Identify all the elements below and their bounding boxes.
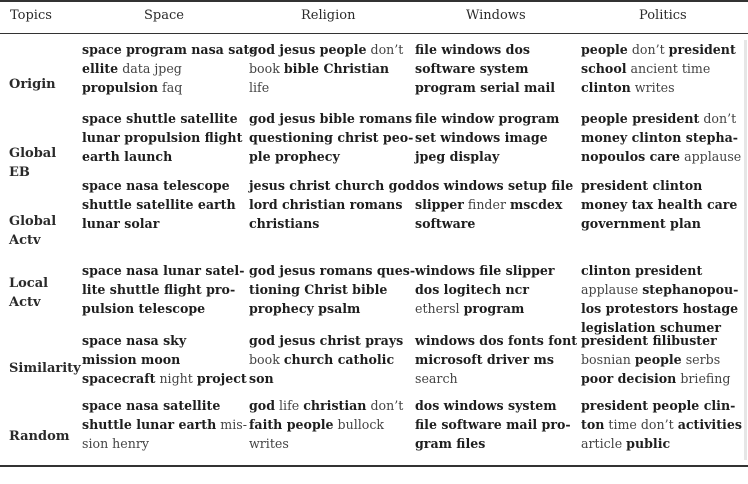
plain-word: ancient time	[626, 61, 711, 76]
column-header-windows: Windows	[466, 8, 526, 23]
plain-word: don’t	[627, 42, 669, 57]
salient-word: people president	[581, 111, 700, 126]
row-label: Global	[9, 146, 57, 161]
salient-word: nopoulos care	[581, 149, 681, 164]
topic-cell	[82, 261, 244, 318]
cell-line	[249, 78, 403, 97]
salient-word: file software mail pro-	[415, 417, 571, 432]
cell-line	[82, 369, 247, 388]
salient-word: space shuttle satellite	[82, 111, 238, 126]
cell-line	[249, 331, 403, 350]
plain-word: bullock	[333, 417, 385, 432]
topic-cell	[249, 261, 415, 318]
plain-word: don’t	[366, 398, 404, 413]
cell-line	[249, 350, 403, 369]
cell-line	[415, 299, 555, 318]
salient-word: school	[581, 61, 627, 76]
cell-line	[415, 128, 559, 147]
row-label: Local	[9, 276, 49, 291]
cell-line	[581, 109, 741, 128]
topic-cell	[415, 40, 555, 97]
salient-word: god jesus people	[249, 42, 367, 57]
cell-line	[249, 195, 415, 214]
topic-cell	[249, 109, 413, 166]
column-header-politics: Politics	[639, 8, 687, 23]
cell-line	[415, 195, 573, 214]
cell-line	[415, 415, 571, 434]
salient-word: president people clin-	[581, 398, 736, 413]
top-rule	[0, 0, 748, 2]
cell-line	[249, 415, 403, 434]
column-header-space: Space	[144, 8, 184, 23]
topic-cell	[581, 109, 741, 166]
cell-line	[415, 147, 559, 166]
topic-cell	[82, 40, 255, 97]
salient-word: project	[196, 371, 247, 386]
salient-word: pulsion telescope	[82, 301, 206, 316]
salient-word: set windows image	[415, 130, 548, 145]
salient-word: lord christian romans	[249, 197, 403, 212]
cell-line	[249, 176, 415, 195]
cell-line	[82, 434, 247, 453]
salient-word: people	[634, 352, 682, 367]
salient-word: ple prophecy	[249, 149, 340, 164]
cell-line	[415, 40, 555, 59]
salient-word: lite shuttle flight pro-	[82, 282, 236, 297]
salient-word: clinton president	[581, 263, 703, 278]
salient-word: file window program	[415, 111, 560, 126]
salient-word: dos windows system	[415, 398, 557, 413]
plain-word: don’t	[699, 111, 737, 126]
row-label: Actv	[9, 233, 41, 248]
salient-word: president	[668, 42, 736, 57]
cell-line	[581, 59, 736, 78]
salient-word: shuttle lunar earth	[82, 417, 217, 432]
plain-word: book	[249, 61, 284, 76]
cell-line	[249, 109, 413, 128]
salient-word: tioning Christ bible	[249, 282, 388, 297]
salient-word: god jesus romans ques-	[249, 263, 416, 278]
salient-word: propulsion	[82, 80, 159, 95]
cell-line	[415, 109, 559, 128]
salient-word: software	[415, 216, 476, 231]
cell-line	[415, 350, 577, 369]
cell-line	[249, 128, 413, 147]
topic-cell	[249, 40, 403, 97]
salient-word: lunar propulsion flight	[82, 130, 243, 145]
cell-line	[249, 396, 403, 415]
plain-word: briefing	[676, 371, 731, 386]
cell-line	[82, 147, 242, 166]
row-label: Similarity	[9, 361, 81, 376]
cell-line	[249, 214, 415, 233]
cell-line	[82, 261, 244, 280]
salient-word: god	[249, 398, 276, 413]
plain-word: time don’t	[604, 417, 678, 432]
salient-word: ellite	[82, 61, 119, 76]
cell-line	[581, 299, 738, 318]
salient-word: money tax health care	[581, 197, 738, 212]
plain-word: ethersl	[415, 301, 464, 316]
cell-line	[82, 396, 247, 415]
cell-line	[415, 59, 555, 78]
topic-cell	[82, 176, 236, 233]
cell-line	[249, 369, 403, 388]
cell-line	[249, 40, 403, 59]
plain-word: data jpeg	[118, 61, 182, 76]
salient-word: poor decision	[581, 371, 677, 386]
salient-word: spacecraft	[82, 371, 156, 386]
row-label: Actv	[9, 295, 41, 310]
salient-word: president filibuster	[581, 333, 717, 348]
column-header-religion: Religion	[301, 8, 356, 23]
plain-word: applause	[581, 282, 643, 297]
salient-word: program	[463, 301, 525, 316]
plain-word: mis-	[216, 417, 247, 432]
salient-word: activities	[677, 417, 742, 432]
salient-word: shuttle satellite earth	[82, 197, 236, 212]
cell-line	[581, 369, 730, 388]
topic-cell	[581, 40, 736, 97]
topic-cell	[249, 331, 403, 388]
salient-word: microsoft driver ms	[415, 352, 554, 367]
cell-line	[415, 331, 577, 350]
plain-word: serbs	[681, 352, 721, 367]
salient-word: slipper	[415, 197, 464, 212]
plain-word: book	[249, 352, 284, 367]
salient-word: dos windows setup file	[415, 178, 574, 193]
topic-cell	[82, 109, 242, 166]
plain-word: writes	[630, 80, 675, 95]
cell-line	[415, 78, 555, 97]
cell-line	[249, 280, 415, 299]
salient-word: earth launch	[82, 149, 173, 164]
salient-word: christian	[303, 398, 367, 413]
cell-line	[581, 415, 742, 434]
cell-line	[82, 214, 236, 233]
salient-word: bible Christian	[283, 61, 390, 76]
cell-line	[581, 40, 736, 59]
salient-word: jesus christ church god	[249, 178, 415, 193]
salient-word: people	[581, 42, 628, 57]
cell-line	[249, 59, 403, 78]
row-label: Random	[9, 429, 70, 444]
cell-line	[581, 396, 742, 415]
cell-line	[82, 299, 244, 318]
cell-line	[415, 176, 573, 195]
cell-line	[415, 280, 555, 299]
plain-word: sion henry	[82, 436, 149, 451]
cell-line	[82, 40, 255, 59]
salient-word: file windows dos	[415, 42, 530, 57]
topic-cell	[415, 261, 555, 318]
cell-line	[415, 214, 573, 233]
salient-word: god jesus bible romans	[249, 111, 413, 126]
topic-cell	[581, 176, 737, 233]
cell-line	[581, 434, 742, 453]
bottom-rule	[0, 465, 748, 467]
plain-word: life	[275, 398, 304, 413]
salient-word: son	[249, 371, 274, 386]
salient-word: questioning christ peo-	[249, 130, 414, 145]
cell-line	[82, 280, 244, 299]
plain-word: applause	[680, 149, 742, 164]
cell-line	[82, 78, 255, 97]
salient-word: space nasa satellite	[82, 398, 221, 413]
plain-word: night	[155, 371, 197, 386]
cell-line	[581, 147, 741, 166]
salient-word: windows file slipper	[415, 263, 555, 278]
salient-word: space nasa sky	[82, 333, 187, 348]
salient-word: church catholic	[283, 352, 395, 367]
plain-word: finder	[463, 197, 510, 212]
cell-line	[581, 128, 741, 147]
salient-word: christians	[249, 216, 320, 231]
topic-cell	[581, 261, 738, 337]
topic-cell	[415, 109, 559, 166]
salient-word: government plan	[581, 216, 701, 231]
salient-word: lunar solar	[82, 216, 160, 231]
plain-word: writes	[249, 436, 289, 451]
salient-word: stephanopou-	[642, 282, 739, 297]
topic-cell	[415, 396, 571, 453]
topic-cell	[249, 396, 403, 453]
plain-word: bosnian	[581, 352, 635, 367]
cell-line	[415, 261, 555, 280]
cell-line	[581, 78, 736, 97]
topic-cell	[249, 176, 415, 233]
topic-cell	[82, 396, 247, 453]
topic-cell	[82, 331, 247, 388]
plain-word: faq	[158, 80, 183, 95]
row-label: EB	[9, 165, 30, 180]
salient-word: program serial mail	[415, 80, 556, 95]
cell-line	[249, 261, 415, 280]
column-header-topics: Topics	[10, 8, 52, 23]
cell-line	[82, 415, 247, 434]
cell-line	[581, 176, 737, 195]
salient-word: legislation schumer	[581, 320, 722, 335]
salient-word: windows dos fonts font	[415, 333, 578, 348]
topic-cell	[581, 331, 730, 388]
topic-cell	[415, 331, 577, 388]
cell-line	[82, 59, 255, 78]
salient-word: money clinton stepha-	[581, 130, 739, 145]
salient-word: mscdex	[509, 197, 563, 212]
plain-word: article	[581, 436, 627, 451]
header-rule	[0, 33, 748, 34]
cell-line	[82, 350, 247, 369]
cell-line	[581, 331, 730, 350]
salient-word: ton	[581, 417, 605, 432]
cell-line	[415, 434, 571, 453]
cell-line	[82, 331, 247, 350]
row-label: Global	[9, 214, 57, 229]
cell-line	[249, 434, 403, 453]
cell-line	[249, 147, 413, 166]
salient-word: space nasa lunar satel-	[82, 263, 245, 278]
plain-word: don’t	[366, 42, 404, 57]
salient-word: public	[626, 436, 671, 451]
cell-line	[581, 350, 730, 369]
topic-cell	[581, 396, 742, 453]
cell-line	[249, 299, 415, 318]
salient-word: space nasa telescope	[82, 178, 230, 193]
cell-line	[82, 109, 242, 128]
clipped-column-edge	[744, 40, 747, 460]
salient-word: software system	[415, 61, 529, 76]
cell-line	[581, 214, 737, 233]
salient-word: president clinton	[581, 178, 703, 193]
cell-line	[82, 195, 236, 214]
salient-word: space program nasa sat-	[82, 42, 255, 57]
topic-cell	[415, 176, 573, 233]
row-label: Origin	[9, 77, 56, 92]
plain-word: life	[249, 80, 270, 95]
cell-line	[415, 396, 571, 415]
cell-line	[581, 195, 737, 214]
salient-word: jpeg display	[415, 149, 500, 164]
salient-word: god jesus christ prays	[249, 333, 404, 348]
cell-line	[581, 280, 738, 299]
cell-line	[82, 128, 242, 147]
cell-line	[581, 261, 738, 280]
salient-word: dos logitech ncr	[415, 282, 529, 297]
cell-line	[415, 369, 577, 388]
salient-word: prophecy psalm	[249, 301, 361, 316]
salient-word: mission moon	[82, 352, 181, 367]
salient-word: clinton	[581, 80, 631, 95]
salient-word: gram files	[415, 436, 486, 451]
salient-word: faith people	[249, 417, 334, 432]
plain-word: search	[415, 371, 458, 386]
cell-line	[82, 176, 236, 195]
salient-word: los protestors hostage	[581, 301, 739, 316]
